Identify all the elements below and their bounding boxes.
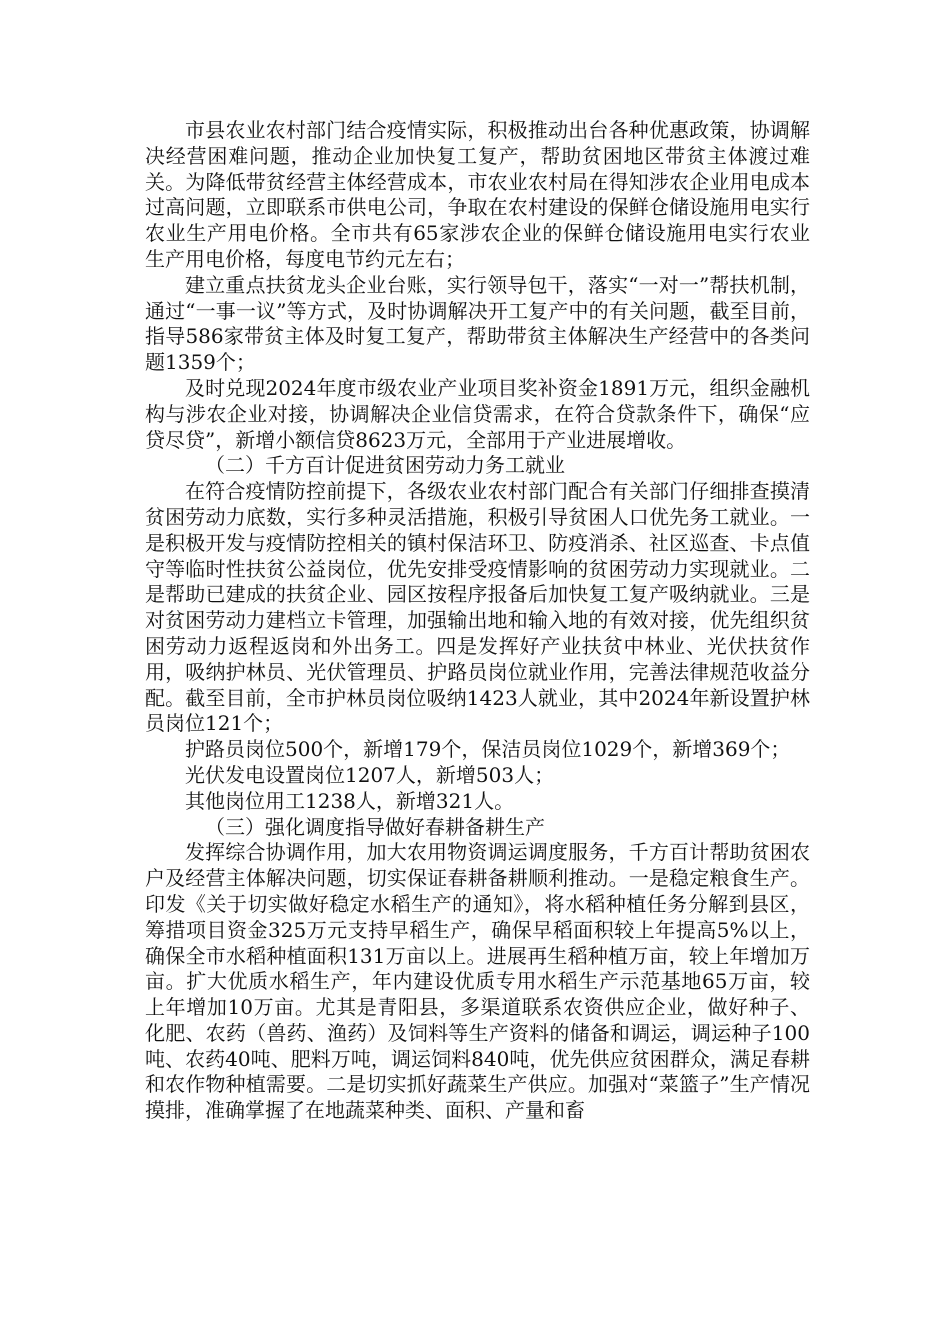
paragraph-other-posts: 其他岗位用工1238人，新增321人。 bbox=[185, 788, 515, 813]
section-heading-employment: （二）千方百计促进贫困劳动力务工就业 bbox=[205, 453, 565, 478]
paragraph-employment-measures: 在符合疫情防控前提下，各级农业农村部门配合有关部门仔细排查摸清贫困劳动力底数，实行多种灵活措施，积极引导贫困人口优先务工就业。一是积极开发与疫情防控相关的镇村保洁环卫、防疫消杀、社区巡查、卡点值守等临时性扶贫公益岗位，优先安排受疫情影响的贫困劳动力实现就业。二是帮助已建成的扶贫企业、园区按程序报备后加快复工复产吸纳就业。三是对贫困劳动力建档立卡管理，加强输出地和输入地的有效对接，优先组织贫困劳动力返程返岗和外出务工。四是发挥好产业扶贫中林业、光伏扶贫作用，吸纳护林员、光伏管理员、护路员岗位就业作用，完善法律规范收益分配。截至目前，全市护林员岗位吸纳1423人就业，其中2024年新设置护林员岗位121个； bbox=[145, 479, 810, 736]
paragraph-solar-posts: 光伏发电设置岗位1207人，新增503人； bbox=[185, 762, 555, 787]
paragraph-spring-farming: 发挥综合协调作用，加大农用物资调运调度服务，千方百计帮助贫困农户及经营主体解决问题，切实保证春耕备耕顺利推动。一是稳定粮食生产。印发《关于切实做好稳定水稻生产的通知》，将水稻种植任务分解到县区，筹措项目资金325万元支持早稻生产，确保早稻面积较上年提高5%以上，确保全市水稻种植面积131万亩以上。进展再生稻种植万亩，较上年增加万亩。扩大优质水稻生产，年内建设优质专用水稻生产示范基地65万亩，较上年增加10万亩。尤其是青阳县，多渠道联系农资供应企业，做好种子、化肥、农药（兽药、渔药）及饲料等生产资料的储备和调运，调运种子100吨、农药40吨、肥料万吨，调运饲料840吨，优先供应贫困群众，满足春耕和农作物种植需要。二是切实抓好蔬菜生产供应。加强对“菜篮子”生产情况摸排，准确掌握了在地蔬菜种类、面积、产量和畜 bbox=[145, 840, 810, 1123]
section-heading-spring-farming: （三）强化调度指导做好春耕备耕生产 bbox=[205, 814, 545, 839]
document-body bbox=[145, 118, 810, 1124]
paragraph-enterprise-ledger: 建立重点扶贫龙头企业台账，实行领导包干，落实“一对一”帮扶机制，通过“一事一议”等方式，及时协调解决开工复产中的有关问题，截至目前，指导586家带贫主体及时复工复产，帮助带贫主体解决生产经营中的各类问题1359个； bbox=[145, 272, 810, 375]
paragraph-subsidy-funds: 及时兑现2024年度市级农业产业项目奖补资金1891万元，组织金融机构与涉农企业对接，协调解决企业信贷需求，在符合贷款条件下，确保“应贷尽贷”，新增小额信贷8623万元，全部用于产业进展增收。 bbox=[145, 375, 810, 452]
paragraph-policy-support: 市县农业农村部门结合疫情实际，积极推动出台各种优惠政策，协调解决经营困难问题，推动企业加快复工复产，帮助贫困地区带贫主体渡过难关。为降低带贫经营主体经营成本，市农业农村局在得知涉农企业用电成本过高问题，立即联系市供电公司，争取在农村建设的保鲜仓储设施用电实行农业生产用电价格。全市共有65家涉农企业的保鲜仓储设施用电实行农业生产用电价格，每度电节约元左右； bbox=[145, 118, 810, 271]
paragraph-road-cleaning-posts: 护路员岗位500个，新增179个，保洁员岗位1029个，新增369个； bbox=[185, 737, 791, 762]
